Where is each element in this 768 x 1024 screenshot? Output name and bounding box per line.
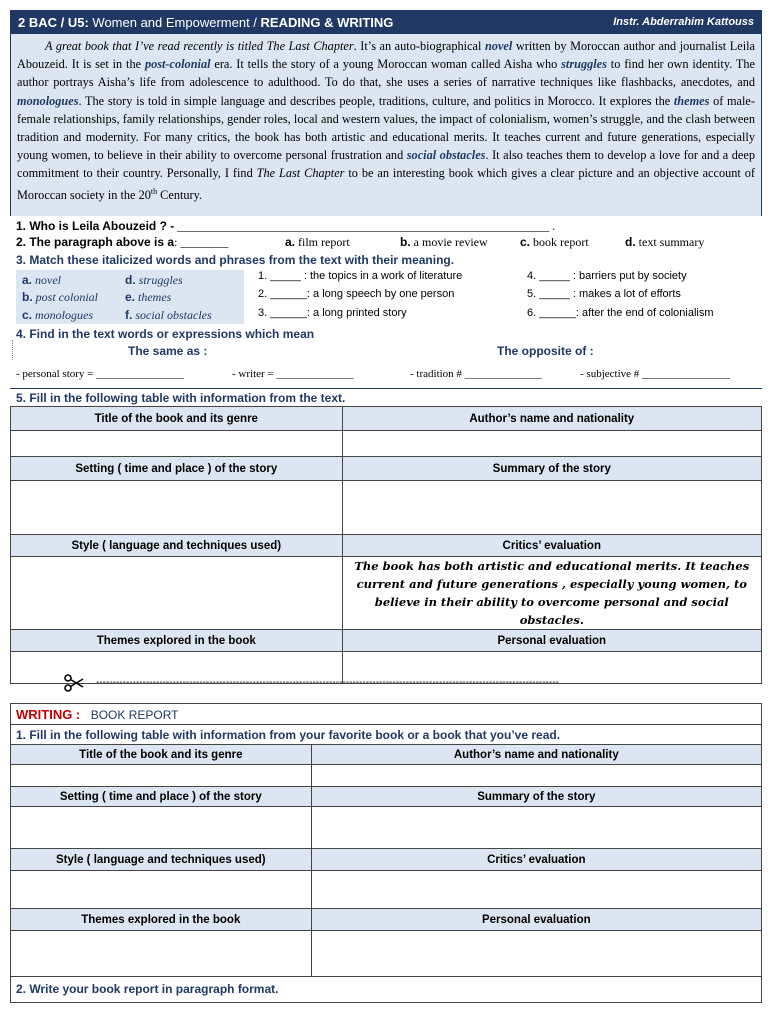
question-5-label: 5. Fill in the following table with information from the text. bbox=[16, 391, 346, 405]
question-2 bbox=[16, 235, 228, 250]
wt-cell-themes[interactable] bbox=[11, 931, 312, 977]
rt-header-personal: Personal evaluation bbox=[342, 630, 761, 652]
match-definition-4[interactable]: 4. _____ : barriers put by society bbox=[527, 270, 687, 282]
wt-cell-author[interactable] bbox=[311, 765, 761, 787]
wt-header-personal: Personal evaluation bbox=[311, 909, 761, 931]
q2-option-a-text: film report bbox=[298, 235, 350, 249]
match-word-c-text: monologues bbox=[35, 308, 94, 322]
rt-header-critics: Critics’ evaluation bbox=[342, 535, 761, 557]
q2-option-d[interactable] bbox=[625, 235, 704, 250]
q2-option-b-text: a movie review bbox=[413, 235, 488, 249]
rt-cell-style[interactable] bbox=[11, 557, 343, 630]
rt-cell-critics-answer: The book has both artistic and educational merits. It teaches current and future generations , especially young women, to believe in their ability to overcome personal and social obstacles. bbox=[342, 557, 761, 630]
wt-header-summary: Summary of the story bbox=[311, 787, 761, 807]
match-word-a bbox=[22, 273, 61, 288]
antonym-tradition[interactable]: - tradition # ______________ bbox=[410, 368, 542, 380]
q2-option-c[interactable] bbox=[520, 235, 589, 250]
keyword-post-colonial: post-colonial bbox=[144, 57, 211, 72]
skills-label: READING & WRITING bbox=[260, 14, 394, 30]
rt-header-summary: Summary of the story bbox=[342, 457, 761, 481]
match-word-f bbox=[125, 308, 212, 323]
passage-text-1: A great book that I’ve read recently is titled bbox=[45, 39, 267, 53]
q2-option-c-text: book report bbox=[533, 235, 589, 249]
passage-text-3: written by Moroccan author and journalist Leila Abouzeid. It is set in the bbox=[17, 39, 756, 72]
writing-heading bbox=[16, 706, 179, 724]
book-title-1: The Last Chapter bbox=[266, 39, 354, 53]
match-word-c bbox=[22, 308, 93, 323]
match-word-f-text: social obstacles bbox=[135, 308, 212, 322]
match-word-a-text: novel bbox=[35, 273, 62, 287]
q2-option-a-letter: a. bbox=[285, 235, 296, 249]
antonym-subjective[interactable]: - subjective # ________________ bbox=[580, 368, 731, 380]
question-3-label: 3. Match these italicized words and phrases from the text with their meaning. bbox=[16, 253, 455, 267]
match-word-a-letter: a. bbox=[22, 273, 33, 287]
passage-text-9: to be an interesting book which gives a clear picture and an objective account of Moroccan society in the 20 bbox=[17, 166, 755, 202]
rt-cell-summary[interactable] bbox=[342, 481, 761, 535]
keyword-novel: novel bbox=[484, 39, 513, 53]
wt-cell-summary[interactable] bbox=[311, 807, 761, 849]
same-as-heading: The same as : bbox=[128, 344, 208, 358]
wt-cell-personal[interactable] bbox=[311, 931, 761, 977]
wt-header-author: Author’s name and nationality bbox=[311, 745, 761, 765]
opposite-of-heading: The opposite of : bbox=[497, 344, 594, 358]
passage-text-7: of male-female relationships, family relationships, gender roles, local and western values, the impact of colonialism, women’s struggle, and the clash between tradition and modernity. For many critics, the book has both artistic and educational merits. It teaches current and future generations, especially young women, to believe in their ability to overcome personal frustration and bbox=[17, 93, 755, 163]
match-definition-3[interactable]: 3. ______: a long printed story bbox=[258, 307, 407, 319]
match-word-b-text: post colonial bbox=[35, 290, 99, 304]
match-definition-5[interactable]: 5. _____ : makes a lot of efforts bbox=[527, 288, 681, 300]
passage-text-5: to find her own identity. The author portrays Aisha’s life from adolescence to adulthood. To do that, she uses a series of narrative techniques like flashbacks, anecdotes, and bbox=[17, 57, 756, 90]
match-word-e bbox=[125, 290, 171, 305]
writing-sublabel: BOOK REPORT bbox=[90, 708, 179, 722]
question-1 bbox=[16, 219, 555, 234]
match-definition-2[interactable]: 2. ______: a long speech by one person bbox=[258, 288, 455, 300]
wt-cell-critics[interactable] bbox=[311, 871, 761, 909]
synonym-writer[interactable]: - writer = ______________ bbox=[232, 368, 354, 380]
question-4-label: 4. Find in the text words or expressions which mean bbox=[16, 327, 315, 341]
match-word-b-letter: b. bbox=[22, 290, 33, 304]
match-word-d-letter: d. bbox=[125, 273, 136, 287]
q2-option-d-letter: d. bbox=[625, 235, 636, 249]
q2-option-a[interactable] bbox=[285, 235, 350, 250]
keyword-social-obstacles: social obstacles bbox=[406, 148, 486, 163]
reading-passage bbox=[10, 34, 762, 216]
rt-cell-author[interactable] bbox=[342, 431, 761, 457]
worksheet-header bbox=[10, 10, 762, 34]
keyword-monologues: monologues bbox=[17, 93, 79, 108]
course-label: 2 BAC / U5: bbox=[18, 14, 89, 30]
rt-cell-title-genre[interactable] bbox=[11, 431, 343, 457]
synonym-personal-story[interactable]: - personal story = ________________ bbox=[16, 368, 185, 380]
cut-line: ------------------------------------------------------------------------------------------------------------------------------------------- bbox=[96, 677, 559, 688]
wt-header-themes: Themes explored in the book bbox=[11, 909, 312, 931]
writing-question-1: 1. Fill in the following table with information from your favorite book or a book that you’ve read. bbox=[16, 728, 561, 742]
match-definition-1[interactable]: 1. _____ : the topics in a work of literature bbox=[258, 270, 463, 282]
passage-superscript: th bbox=[150, 186, 158, 196]
rt-header-author: Author’s name and nationality bbox=[342, 407, 761, 431]
rt-header-title-genre: Title of the book and its genre bbox=[11, 407, 343, 431]
q4-divider bbox=[12, 340, 14, 360]
passage-text-10: Century. bbox=[157, 187, 203, 202]
match-word-d bbox=[125, 273, 183, 288]
wt-cell-style[interactable] bbox=[11, 871, 312, 909]
scissors-icon bbox=[64, 674, 84, 692]
q2-option-b-letter: b. bbox=[400, 235, 411, 249]
passage-text-6: . The story is told in simple language and describes people, traditions, culture, and politics in Morocco. It explores the bbox=[78, 93, 674, 108]
rt-header-setting: Setting ( time and place ) of the story bbox=[11, 457, 343, 481]
wt-header-critics: Critics’ evaluation bbox=[311, 849, 761, 871]
reading-table bbox=[10, 406, 762, 684]
passage-text-2: . It’s an auto-biographical bbox=[353, 39, 485, 53]
question-1-blank[interactable]: ______________________________________________________________ . bbox=[174, 219, 556, 233]
question-2-label: 2. The paragraph above is a bbox=[16, 235, 175, 249]
rt-header-themes: Themes explored in the book bbox=[11, 630, 343, 652]
question-2-blank[interactable]: : ________ bbox=[174, 235, 229, 249]
wt-header-title-genre: Title of the book and its genre bbox=[11, 745, 312, 765]
match-definition-6[interactable]: 6. ______: after the end of colonialism bbox=[527, 307, 714, 319]
book-title-2: The Last Chapter bbox=[256, 166, 345, 181]
match-word-c-letter: c. bbox=[22, 308, 33, 322]
passage-text-8: . It also teaches them to develop a love for and a deep commitment to their country. Personally, I find bbox=[17, 148, 755, 181]
q2-option-c-letter: c. bbox=[520, 235, 531, 249]
match-word-b bbox=[22, 290, 98, 305]
unit-label: Women and Empowerment / bbox=[88, 14, 261, 30]
question-1-label: 1. Who is Leila Abouzeid ? - bbox=[16, 219, 175, 233]
instructor-name: Instr. Abderrahim Kattouss bbox=[613, 16, 754, 28]
keyword-struggles: struggles bbox=[561, 57, 607, 72]
writing-rule bbox=[10, 724, 762, 725]
q2-option-d-text: text summary bbox=[638, 235, 705, 249]
section-rule bbox=[10, 388, 762, 389]
match-word-d-text: struggles bbox=[138, 273, 183, 287]
writing-label: WRITING : bbox=[16, 707, 81, 722]
match-word-e-letter: e. bbox=[125, 290, 136, 304]
match-word-e-text: themes bbox=[138, 290, 172, 304]
rt-cell-setting[interactable] bbox=[11, 481, 343, 535]
wt-cell-setting[interactable] bbox=[11, 807, 312, 849]
match-word-f-letter: f. bbox=[125, 308, 133, 322]
passage-text-4: era. It tells the story of a young Moroccan woman called Aisha who bbox=[210, 57, 562, 72]
wt-cell-title-genre[interactable] bbox=[11, 765, 312, 787]
q2-option-b[interactable] bbox=[400, 235, 488, 250]
writing-table bbox=[10, 744, 762, 977]
writing-question-2: 2. Write your book report in paragraph format. bbox=[16, 982, 279, 996]
wt-header-style: Style ( language and techniques used) bbox=[11, 849, 312, 871]
header-left bbox=[18, 15, 393, 30]
keyword-themes: themes bbox=[673, 93, 710, 108]
rt-header-style: Style ( language and techniques used) bbox=[11, 535, 343, 557]
wt-header-setting: Setting ( time and place ) of the story bbox=[11, 787, 312, 807]
